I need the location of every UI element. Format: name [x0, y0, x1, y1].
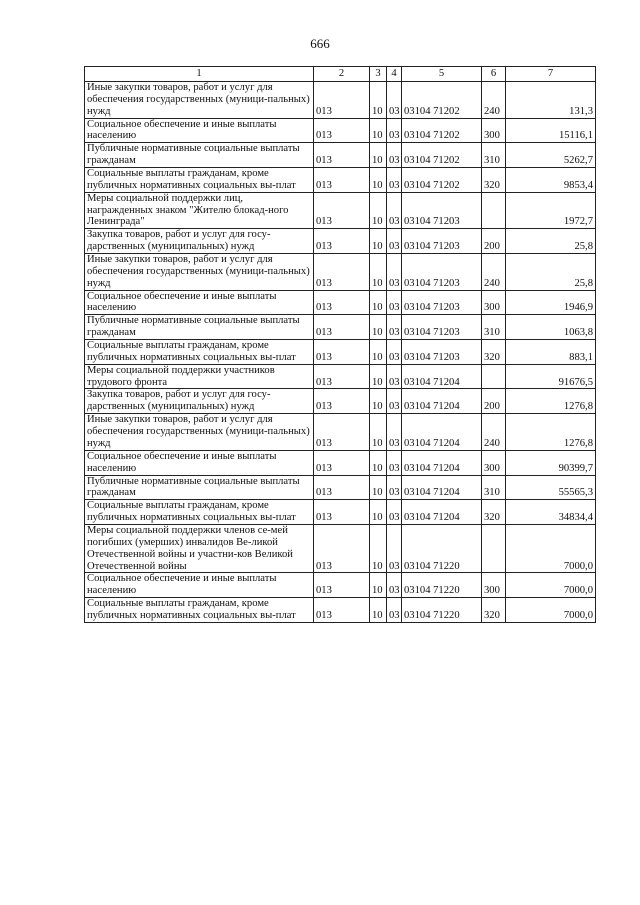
row-expense-type: 320	[482, 598, 506, 623]
row-subsection: 03	[387, 414, 402, 451]
row-article: 03104 71203	[402, 340, 482, 365]
table-row	[85, 290, 596, 315]
row-amount: 1946,9	[506, 290, 596, 315]
row-subsection: 03	[387, 598, 402, 623]
row-amount: 7000,0	[506, 524, 596, 572]
row-name: Социальные выплаты гражданам, кроме публичных нормативных социальных вы-плат	[85, 340, 314, 365]
row-amount: 90399,7	[506, 450, 596, 475]
table-row	[85, 315, 596, 340]
row-section: 10	[370, 573, 387, 598]
row-article: 03104 71220	[402, 524, 482, 572]
table-row	[85, 82, 596, 119]
header-col-5: 5	[402, 67, 482, 82]
row-expense-type: 300	[482, 118, 506, 143]
header-col-6: 6	[482, 67, 506, 82]
row-article: 03104 71203	[402, 192, 482, 229]
table-row	[85, 450, 596, 475]
row-name: Меры социальной поддержки лиц, награжденных знаком "Жителю блокад-ного Ленинграда"	[85, 192, 314, 229]
row-section: 10	[370, 192, 387, 229]
row-code: 013	[314, 340, 370, 365]
row-name: Социальное обеспечение и иные выплаты населению	[85, 573, 314, 598]
row-subsection: 03	[387, 475, 402, 500]
row-section: 10	[370, 82, 387, 119]
row-code: 013	[314, 143, 370, 168]
row-amount: 34834,4	[506, 500, 596, 525]
row-subsection: 03	[387, 315, 402, 340]
row-amount: 131,3	[506, 82, 596, 119]
row-section: 10	[370, 598, 387, 623]
row-amount: 7000,0	[506, 598, 596, 623]
row-section: 10	[370, 168, 387, 193]
row-subsection: 03	[387, 229, 402, 254]
row-expense-type: 320	[482, 340, 506, 365]
row-code: 013	[314, 389, 370, 414]
row-article: 03104 71203	[402, 315, 482, 340]
row-expense-type: 310	[482, 475, 506, 500]
row-name: Публичные нормативные социальные выплаты гражданам	[85, 475, 314, 500]
row-code: 013	[314, 500, 370, 525]
row-section: 10	[370, 450, 387, 475]
row-name: Социальное обеспечение и иные выплаты населению	[85, 118, 314, 143]
row-expense-type: 240	[482, 254, 506, 291]
table-row	[85, 598, 596, 623]
header-row	[85, 67, 596, 82]
header-col-2: 2	[314, 67, 370, 82]
table-row	[85, 414, 596, 451]
row-name: Социальные выплаты гражданам, кроме публичных нормативных социальных вы-плат	[85, 500, 314, 525]
table-row	[85, 524, 596, 572]
row-code: 013	[314, 475, 370, 500]
row-name: Иные закупки товаров, работ и услуг для обеспечения государственных (муници-пальных) нужд	[85, 414, 314, 451]
row-name: Закупка товаров, работ и услуг для госу-дарственных (муниципальных) нужд	[85, 389, 314, 414]
row-code: 013	[314, 364, 370, 389]
row-amount: 5262,7	[506, 143, 596, 168]
row-code: 013	[314, 192, 370, 229]
row-subsection: 03	[387, 500, 402, 525]
row-expense-type: 200	[482, 389, 506, 414]
row-article: 03104 71204	[402, 475, 482, 500]
table-row	[85, 118, 596, 143]
row-section: 10	[370, 229, 387, 254]
row-name: Публичные нормативные социальные выплаты гражданам	[85, 315, 314, 340]
table-row	[85, 229, 596, 254]
table-row	[85, 475, 596, 500]
row-amount: 7000,0	[506, 573, 596, 598]
header-col-4: 4	[387, 67, 402, 82]
row-subsection: 03	[387, 192, 402, 229]
table-row	[85, 573, 596, 598]
row-expense-type	[482, 364, 506, 389]
row-expense-type: 300	[482, 573, 506, 598]
row-code: 013	[314, 414, 370, 451]
row-article: 03104 71204	[402, 414, 482, 451]
row-subsection: 03	[387, 254, 402, 291]
row-article: 03104 71202	[402, 143, 482, 168]
row-name: Иные закупки товаров, работ и услуг для обеспечения государственных (муници-пальных) нужд	[85, 254, 314, 291]
row-code: 013	[314, 82, 370, 119]
row-section: 10	[370, 524, 387, 572]
row-subsection: 03	[387, 389, 402, 414]
header-col-3: 3	[370, 67, 387, 82]
row-section: 10	[370, 315, 387, 340]
row-section: 10	[370, 143, 387, 168]
row-amount: 25,8	[506, 229, 596, 254]
row-subsection: 03	[387, 524, 402, 572]
row-amount: 883,1	[506, 340, 596, 365]
row-expense-type: 300	[482, 450, 506, 475]
row-subsection: 03	[387, 450, 402, 475]
row-subsection: 03	[387, 82, 402, 119]
row-expense-type: 240	[482, 82, 506, 119]
row-section: 10	[370, 389, 387, 414]
row-amount: 1972,7	[506, 192, 596, 229]
row-name: Социальные выплаты гражданам, кроме публичных нормативных социальных вы-плат	[85, 598, 314, 623]
row-article: 03104 71202	[402, 168, 482, 193]
row-name: Иные закупки товаров, работ и услуг для обеспечения государственных (муници-пальных) нужд	[85, 82, 314, 119]
row-section: 10	[370, 500, 387, 525]
row-expense-type	[482, 192, 506, 229]
page-number: 666	[310, 36, 330, 51]
row-amount: 9853,4	[506, 168, 596, 193]
row-subsection: 03	[387, 340, 402, 365]
row-article: 03104 71202	[402, 82, 482, 119]
row-section: 10	[370, 475, 387, 500]
row-name: Социальное обеспечение и иные выплаты населению	[85, 290, 314, 315]
row-name: Меры социальной поддержки членов се-мей погибших (умерших) инвалидов Ве-ликой Отечественной войны и участни-ков Великой Отечественной войны	[85, 524, 314, 572]
row-article: 03104 71204	[402, 389, 482, 414]
row-article: 03104 71204	[402, 364, 482, 389]
row-article: 03104 71220	[402, 573, 482, 598]
row-amount: 1276,8	[506, 414, 596, 451]
row-code: 013	[314, 229, 370, 254]
table-row	[85, 143, 596, 168]
row-amount: 25,8	[506, 254, 596, 291]
row-name: Меры социальной поддержки участников трудового фронта	[85, 364, 314, 389]
row-expense-type: 320	[482, 168, 506, 193]
header-col-7: 7	[506, 67, 596, 82]
row-name: Закупка товаров, работ и услуг для госу-дарственных (муниципальных) нужд	[85, 229, 314, 254]
table-row	[85, 500, 596, 525]
row-amount: 55565,3	[506, 475, 596, 500]
row-expense-type: 300	[482, 290, 506, 315]
row-expense-type: 240	[482, 414, 506, 451]
row-section: 10	[370, 254, 387, 291]
row-code: 013	[314, 254, 370, 291]
row-amount: 15116,1	[506, 118, 596, 143]
row-article: 03104 71202	[402, 118, 482, 143]
row-name: Социальное обеспечение и иные выплаты населению	[85, 450, 314, 475]
row-expense-type: 320	[482, 500, 506, 525]
row-name: Социальные выплаты гражданам, кроме публичных нормативных социальных вы-плат	[85, 168, 314, 193]
row-subsection: 03	[387, 168, 402, 193]
row-article: 03104 71204	[402, 450, 482, 475]
row-code: 013	[314, 573, 370, 598]
row-article: 03104 71203	[402, 229, 482, 254]
row-name: Публичные нормативные социальные выплаты гражданам	[85, 143, 314, 168]
row-article: 03104 71203	[402, 254, 482, 291]
budget-table	[84, 66, 596, 623]
row-code: 013	[314, 118, 370, 143]
row-subsection: 03	[387, 143, 402, 168]
row-amount: 1276,8	[506, 389, 596, 414]
row-section: 10	[370, 364, 387, 389]
row-code: 013	[314, 598, 370, 623]
row-section: 10	[370, 414, 387, 451]
table-row	[85, 364, 596, 389]
row-subsection: 03	[387, 118, 402, 143]
row-code: 013	[314, 450, 370, 475]
row-code: 013	[314, 168, 370, 193]
row-article: 03104 71220	[402, 598, 482, 623]
row-expense-type	[482, 524, 506, 572]
row-section: 10	[370, 340, 387, 365]
row-code: 013	[314, 524, 370, 572]
table-row	[85, 168, 596, 193]
table-row	[85, 340, 596, 365]
row-section: 10	[370, 118, 387, 143]
row-expense-type: 310	[482, 143, 506, 168]
row-amount: 1063,8	[506, 315, 596, 340]
row-expense-type: 200	[482, 229, 506, 254]
row-expense-type: 310	[482, 315, 506, 340]
row-subsection: 03	[387, 364, 402, 389]
row-section: 10	[370, 290, 387, 315]
table-row	[85, 192, 596, 229]
table-row	[85, 389, 596, 414]
row-code: 013	[314, 315, 370, 340]
header-col-1: 1	[85, 67, 314, 82]
table-row	[85, 254, 596, 291]
row-article: 03104 71204	[402, 500, 482, 525]
row-subsection: 03	[387, 290, 402, 315]
row-subsection: 03	[387, 573, 402, 598]
row-amount: 91676,5	[506, 364, 596, 389]
row-code: 013	[314, 290, 370, 315]
row-article: 03104 71203	[402, 290, 482, 315]
